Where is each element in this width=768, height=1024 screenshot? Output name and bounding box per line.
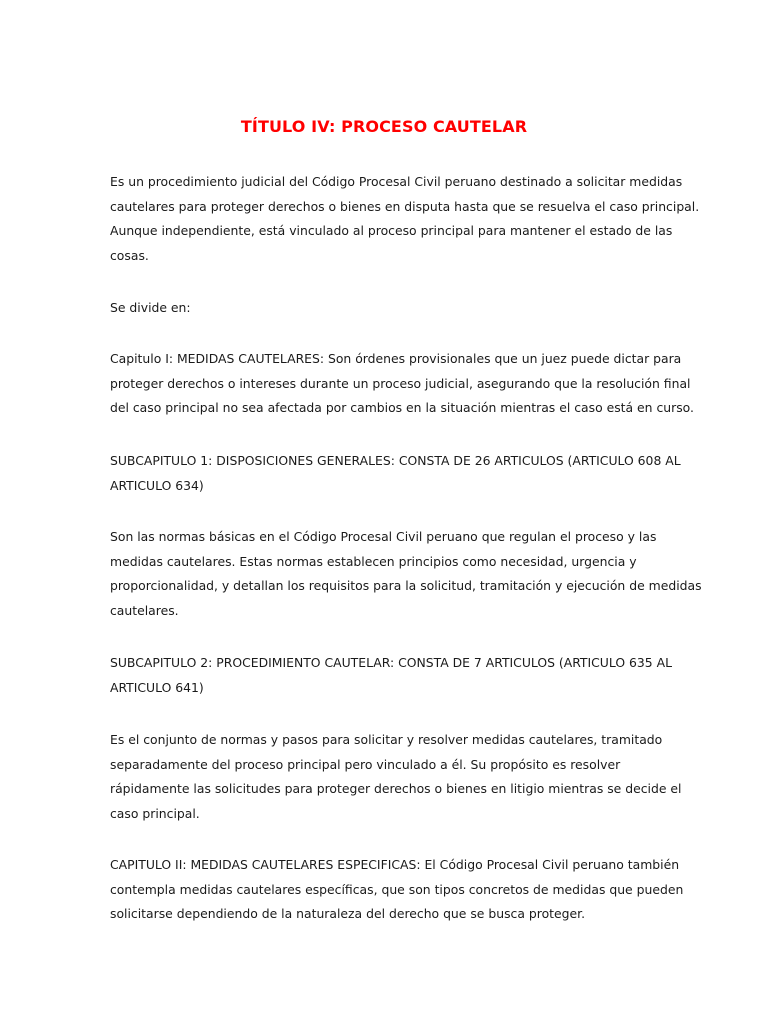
paragraph-line: SUBCAPITULO 2: PROCEDIMIENTO CAUTELAR: CONSTA DE 7 ARTICULOS (ARTICULO 635 AL — [110, 655, 672, 670]
paragraph-line: cautelares. — [110, 602, 179, 618]
paragraph-line: rápidamente las solicitudes para proteger derechos o bienes en litigio mientras se decide el — [110, 781, 682, 797]
paragraph-line: contempla medidas cautelares específicas, que son tipos concretos de medidas que pueden — [110, 881, 684, 897]
paragraph-line: caso principal. — [110, 805, 200, 821]
paragraph-line: proteger derechos o intereses durante un proceso judicial, asegurando que la resolución final — [110, 375, 691, 391]
paragraph-line: Son las normas básicas en el Código Procesal Civil peruano que regulan el proceso y las — [110, 529, 657, 544]
paragraph-line: del caso principal no sea afectada por cambios en la situación mientras el caso está en curso. — [110, 400, 694, 416]
paragraph-line: ARTICULO 641) — [110, 679, 204, 695]
paragraph-line: medidas cautelares. Estas normas establecen principios como necesidad, urgencia y — [110, 553, 637, 569]
paragraph-line: cosas. — [110, 247, 149, 263]
paragraph-subchapter-2 — [110, 651, 670, 700]
paragraph-line: SUBCAPITULO 1: DISPOSICIONES GENERALES: CONSTA DE 26 ARTICULOS (ARTICULO 608 AL — [110, 453, 681, 468]
paragraph-divide — [110, 296, 670, 321]
paragraph-subchapter-1-desc — [110, 525, 702, 623]
paragraph-line: Es un procedimiento judicial del Código Procesal Civil peruano destinado a solicitar medidas — [110, 174, 683, 189]
paragraph-intro — [110, 170, 700, 268]
paragraph-line: separadamente del proceso principal pero vinculado a él. Su propósito es resolver — [110, 756, 621, 772]
paragraph-line: Capitulo I: MEDIDAS CAUTELARES: Son órdenes provisionales que un juez puede dictar para — [110, 351, 682, 366]
document-title: TÍTULO IV: PROCESO CAUTELAR — [240, 117, 528, 136]
paragraph-subchapter-1 — [110, 449, 681, 498]
paragraph-line: Se divide en: — [110, 300, 191, 315]
paragraph-line: solicitarse dependiendo de la naturaleza del derecho que se busca proteger. — [110, 906, 586, 922]
paragraph-line: CAPITULO II: MEDIDAS CAUTELARES ESPECIFICAS: El Código Procesal Civil peruano también — [110, 857, 680, 872]
paragraph-subchapter-2-desc — [110, 728, 682, 826]
paragraph-chapter-1 — [110, 347, 694, 421]
paragraph-line: Aunque independiente, está vinculado al proceso principal para mantener el estado de las — [110, 223, 673, 239]
paragraph-chapter-2 — [110, 853, 684, 927]
paragraph-line: Es el conjunto de normas y pasos para solicitar y resolver medidas cautelares, tramitado — [110, 732, 663, 747]
paragraph-line: cautelares para proteger derechos o bienes en disputa hasta que se resuelva el caso principal. — [110, 198, 700, 214]
paragraph-line: proporcionalidad, y detallan los requisitos para la solicitud, tramitación y ejecución de medidas — [110, 578, 702, 594]
paragraph-line: ARTICULO 634) — [110, 477, 204, 493]
